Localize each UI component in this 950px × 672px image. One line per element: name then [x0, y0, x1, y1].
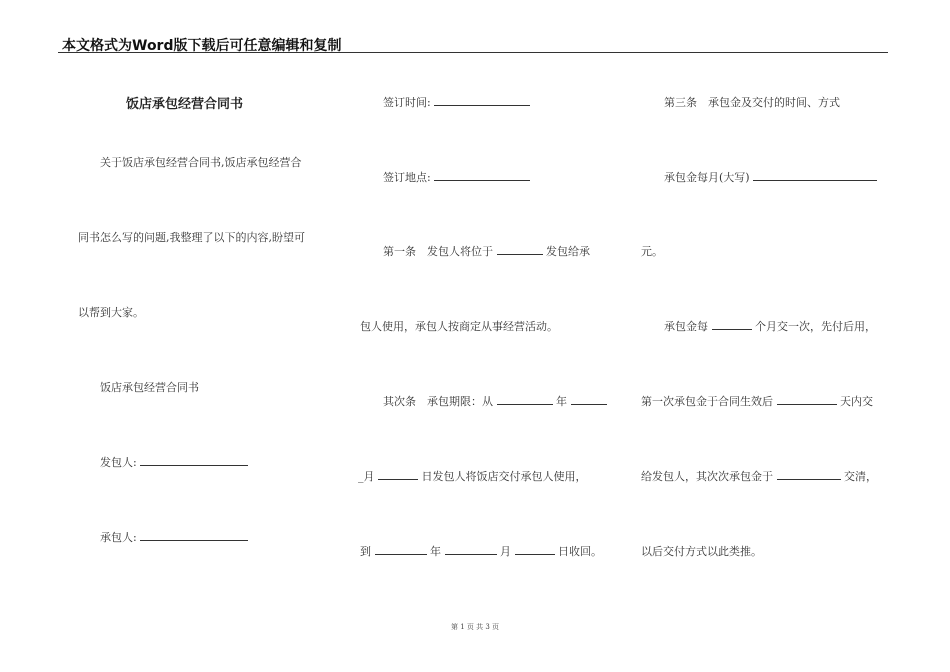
first-payment-text-b: 天内交	[840, 395, 873, 408]
contract-subtitle: 饭店承包经营合同书	[100, 381, 199, 394]
header-divider	[58, 52, 888, 53]
sign-place-field	[383, 169, 530, 185]
intro-line-3: 以帮到大家。	[78, 306, 144, 319]
party-a-blank	[140, 455, 248, 466]
article-2-blank-6	[515, 544, 555, 555]
payment-interval-line	[664, 318, 876, 334]
later-payment-line: 以后交付方式以此类推。	[641, 545, 762, 558]
article-2-blank-3	[378, 469, 418, 480]
payment-interval-blank	[712, 319, 752, 330]
sign-place-label: 签订地点:	[383, 171, 431, 184]
monthly-fee-blank	[753, 170, 877, 181]
first-payment-text-a: 第一次承包金于合同生效后	[641, 395, 773, 408]
monthly-fee-label: 承包金每月(大写)	[664, 171, 750, 184]
party-b-label: 承包人:	[100, 531, 137, 544]
sign-time-blank	[434, 95, 530, 106]
second-payment-text-a: 给发包人，其次次承包金于	[641, 470, 773, 483]
monthly-fee-line	[664, 169, 877, 185]
article-2-blank-5	[445, 544, 497, 555]
sign-time-label: 签订时间:	[383, 96, 431, 109]
party-b-field	[100, 529, 248, 545]
header-title: 本文格式为Word版下载后可任意编辑和复制	[62, 38, 342, 54]
payment-interval-text-b: 个月交一次，先付后用，	[755, 320, 876, 333]
article-2-blank-4	[375, 544, 427, 555]
article-1-text-a: 第一条 发包人将位于	[383, 245, 493, 258]
article-2-line-2	[358, 468, 587, 484]
article-2-text-f: 年	[430, 545, 441, 558]
second-payment-line	[641, 468, 877, 484]
party-a-label: 发包人:	[100, 456, 137, 469]
sign-time-field	[383, 94, 530, 110]
article-2-blank-2	[571, 394, 607, 405]
article-1-text-b: 发包给承	[546, 245, 590, 258]
article-2-text-a: 其次条 承包期限：从	[383, 395, 493, 408]
monthly-fee-unit: 元。	[641, 245, 663, 258]
document-title: 饭店承包经营合同书	[126, 97, 244, 112]
article-2-line-3	[360, 543, 602, 559]
page-number: 第 1 页 共 3 页	[450, 623, 500, 631]
party-a-field	[100, 454, 248, 470]
article-1-line-1	[383, 243, 590, 259]
article-2-line-1	[383, 393, 607, 409]
article-2-text-b: 年	[556, 395, 567, 408]
sign-place-blank	[434, 170, 530, 181]
second-payment-text-b: 交清，	[844, 470, 877, 483]
intro-line-2: 同书怎么写的问题,我整理了以下的内容,盼望可	[78, 231, 305, 244]
article-1-blank	[497, 244, 543, 255]
first-payment-line	[641, 393, 873, 409]
article-2-blank-1	[497, 394, 553, 405]
second-payment-blank	[777, 469, 841, 480]
article-2-text-d: 日发包人将饭店交付承包人使用，	[421, 470, 587, 483]
first-payment-blank	[777, 394, 837, 405]
payment-interval-text-a: 承包金每	[664, 320, 708, 333]
party-b-blank	[140, 530, 248, 541]
article-2-text-h: 日收回。	[558, 545, 602, 558]
article-1-line-2: 包人使用，承包人按商定从事经营活动。	[360, 320, 558, 333]
article-2-text-e: 到	[360, 545, 371, 558]
article-2-text-g: 月	[500, 545, 511, 558]
intro-line-1: 关于饭店承包经营合同书,饭店承包经营合	[100, 156, 302, 169]
article-2-text-c: _月	[358, 470, 375, 483]
article-3-title: 第三条 承包金及交付的时间、方式	[664, 96, 840, 109]
